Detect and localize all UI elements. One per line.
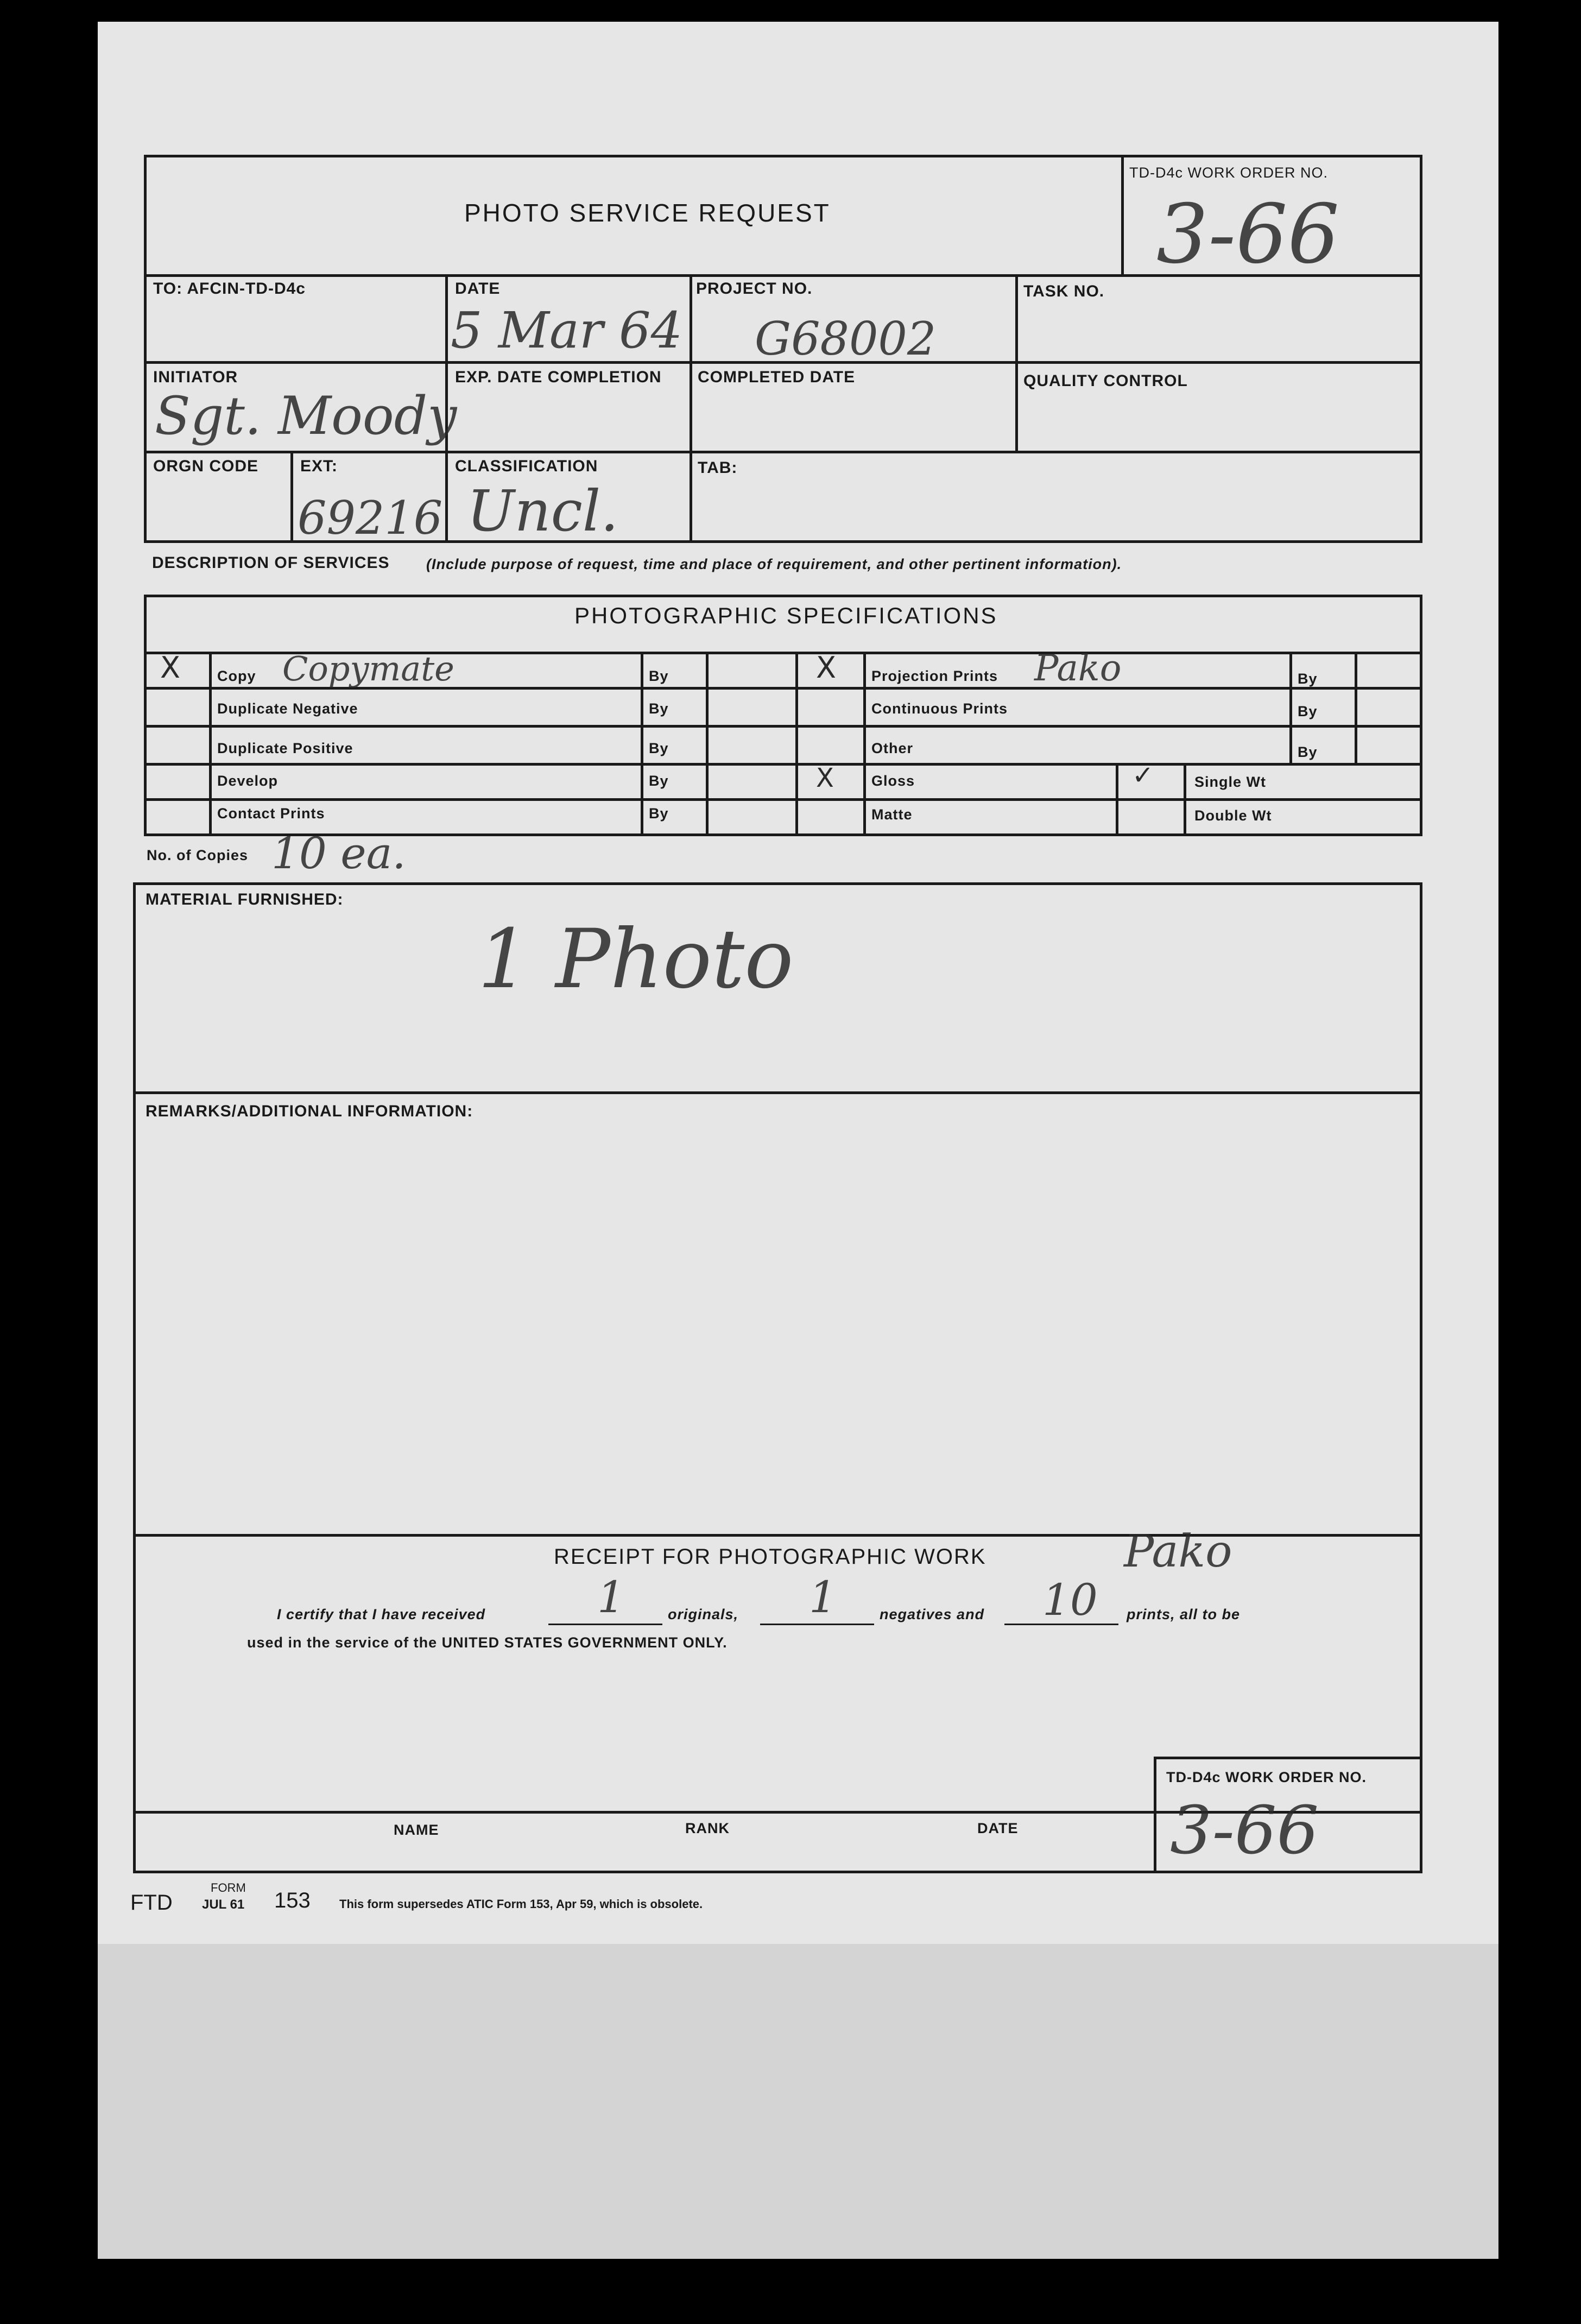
tab-label: TAB: <box>698 459 738 477</box>
receipt-text-2: originals, <box>668 1606 739 1622</box>
completed-date-label: COMPLETED DATE <box>698 368 856 386</box>
receipt-text-3: negatives and <box>880 1606 985 1622</box>
duplicate-positive-label: Duplicate Positive <box>217 740 353 756</box>
receipt-text-line-2: used in the service of the UNITED STATES GOVERNMENT ONLY. <box>247 1634 728 1651</box>
copy-label: Copy <box>217 668 256 684</box>
copy-note: Copymate <box>282 649 454 689</box>
grid-line <box>1154 1757 1422 1759</box>
ext-value: 69216 <box>298 491 443 545</box>
classification-value: Uncl. <box>467 478 619 544</box>
duplicate-negative-label: Duplicate Negative <box>217 700 358 717</box>
work-order-label: TD-D4c WORK ORDER NO. <box>1129 165 1329 181</box>
ext-label: EXT: <box>300 457 338 475</box>
projection-prints-check[interactable]: X <box>816 651 836 685</box>
date-signature-label: DATE <box>977 1820 1019 1836</box>
footer-form-word: FORM <box>211 1881 246 1894</box>
copy-check[interactable]: X <box>160 651 180 685</box>
double-wt-label: Double Wt <box>1194 807 1272 824</box>
grid-line <box>1154 1757 1156 1873</box>
footer-note: This form supersedes ATIC Form 153, Apr 59, which is obsolete. <box>339 1897 703 1911</box>
work-order-value: 3-66 <box>1156 187 1339 282</box>
initiator-value: Sgt. Moody <box>155 386 457 446</box>
grid-line <box>641 652 643 836</box>
grid-line <box>1015 274 1018 451</box>
receipt-title: RECEIPT FOR PHOTOGRAPHIC WORK <box>554 1545 986 1569</box>
grid-line <box>863 652 866 836</box>
grid-line <box>133 1811 1154 1814</box>
negatives-line <box>760 1624 874 1625</box>
single-wt-check[interactable]: ✓ <box>1132 760 1154 791</box>
projection-prints-label: Projection Prints <box>871 668 998 684</box>
other-by: By <box>1298 744 1318 760</box>
grid-line <box>1355 652 1357 763</box>
receipt-work-order-label: TD-D4c WORK ORDER NO. <box>1166 1769 1367 1785</box>
copy-by: By <box>649 668 669 684</box>
grid-line <box>209 652 212 836</box>
footer-form-date: JUL 61 <box>202 1897 245 1912</box>
description-note: (Include purpose of request, time and place of requirement, and other pertinent information). <box>426 556 1122 572</box>
grid-line <box>1116 763 1118 836</box>
projection-prints-by: By <box>1298 671 1318 687</box>
copies-value: 10 ea. <box>271 828 406 879</box>
grid-line <box>144 725 1422 728</box>
remarks-label: REMARKS/ADDITIONAL INFORMATION: <box>146 1102 473 1120</box>
originals-value: 1 <box>597 1572 625 1622</box>
develop-label: Develop <box>217 773 279 789</box>
prints-note: Pako <box>1124 1526 1232 1577</box>
task-label: TASK NO. <box>1023 282 1105 300</box>
contact-prints-by: By <box>649 805 669 822</box>
matte-label: Matte <box>871 806 913 823</box>
to-label: TO: AFCIN-TD-D4c <box>153 280 306 298</box>
gloss-check[interactable]: X <box>816 763 834 793</box>
specs-title: PHOTOGRAPHIC SPECIFICATIONS <box>574 603 998 628</box>
rank-label: RANK <box>685 1820 730 1836</box>
material-label: MATERIAL FURNISHED: <box>146 891 344 908</box>
description-label: DESCRIPTION OF SERVICES <box>152 554 390 572</box>
develop-by: By <box>649 773 669 789</box>
project-value: G68002 <box>755 312 937 365</box>
exp-date-label: EXP. DATE COMPLETION <box>455 368 662 386</box>
lower-box <box>133 882 1422 1873</box>
grid-line <box>133 1091 1422 1094</box>
grid-line <box>706 652 709 836</box>
continuous-prints-label: Continuous Prints <box>871 700 1008 717</box>
grid-line <box>144 763 1422 766</box>
grid-line <box>795 652 798 836</box>
continuous-prints-by: By <box>1298 703 1318 719</box>
grid-line <box>1184 763 1186 836</box>
grid-line <box>144 451 1422 453</box>
initiator-label: INITIATOR <box>153 368 238 386</box>
copies-label: No. of Copies <box>147 847 248 863</box>
date-label: DATE <box>455 280 501 298</box>
material-value: 1 Photo <box>478 912 794 1007</box>
originals-line <box>548 1624 662 1625</box>
grid-line <box>690 274 692 543</box>
quality-control-label: QUALITY CONTROL <box>1023 372 1188 390</box>
receipt-text-1: I certify that I have received <box>277 1606 486 1622</box>
other-label: Other <box>871 740 914 756</box>
sheet-lower-area <box>98 1944 1498 2259</box>
footer-form-number: 153 <box>274 1889 311 1912</box>
receipt-text-4: prints, all to be <box>1127 1606 1241 1622</box>
form-title: PHOTO SERVICE REQUEST <box>464 199 831 227</box>
grid-line <box>1289 652 1292 763</box>
single-wt-label: Single Wt <box>1194 774 1266 790</box>
orgn-code-label: ORGN CODE <box>153 457 259 475</box>
name-label: NAME <box>394 1822 439 1838</box>
negatives-value: 1 <box>809 1572 837 1622</box>
date-value: 5 Mar 64 <box>451 301 683 359</box>
grid-line <box>290 451 293 543</box>
classification-label: CLASSIFICATION <box>455 457 598 475</box>
grid-line <box>144 798 1422 801</box>
receipt-work-order-value: 3-66 <box>1170 1792 1319 1869</box>
project-label: PROJECT NO. <box>696 280 813 298</box>
gloss-label: Gloss <box>871 773 915 789</box>
footer-ftd: FTD <box>130 1891 173 1915</box>
duplicate-negative-by: By <box>649 700 669 717</box>
projection-prints-note: Pako <box>1034 647 1122 689</box>
contact-prints-label: Contact Prints <box>217 805 325 822</box>
duplicate-positive-by: By <box>649 740 669 756</box>
work-order-divider <box>1121 155 1124 277</box>
prints-value: 10 <box>1042 1575 1098 1625</box>
